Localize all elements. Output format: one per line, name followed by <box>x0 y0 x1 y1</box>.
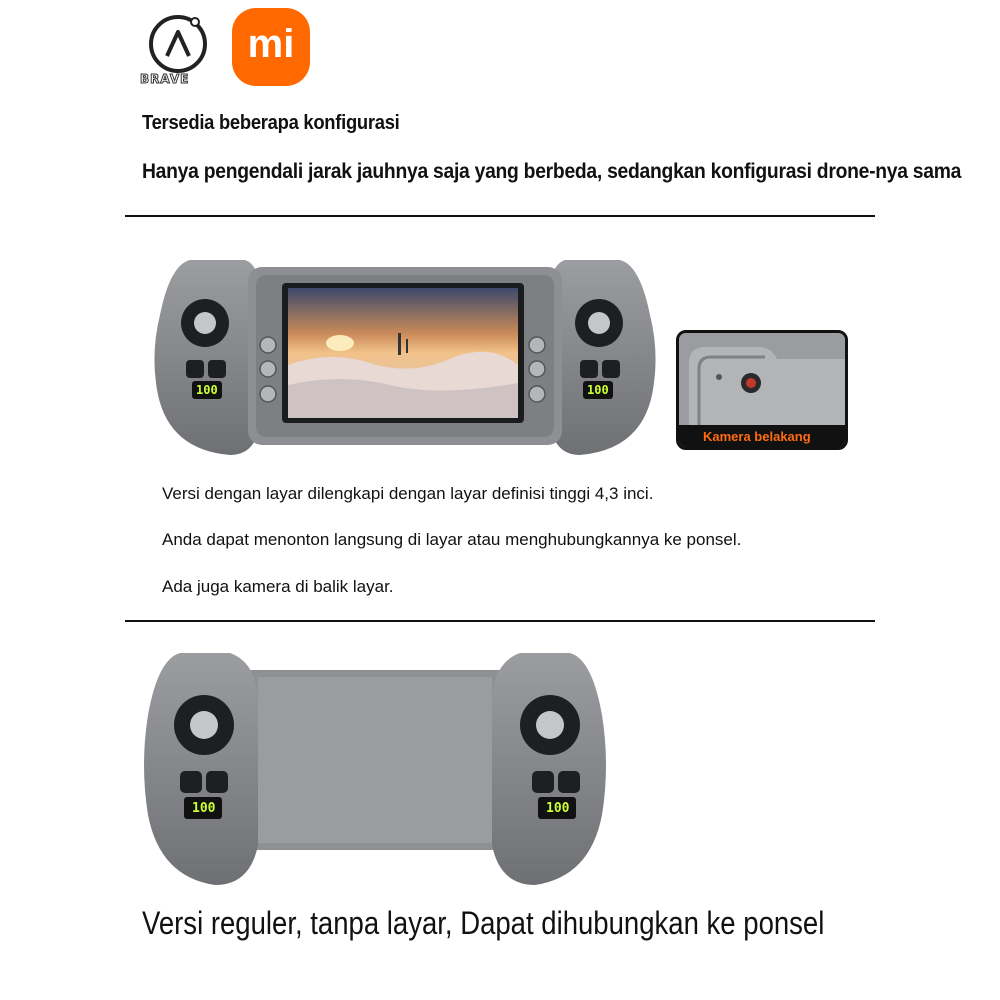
screen-left-lcd: 100 <box>196 383 218 397</box>
brave-emblem-icon <box>140 10 220 80</box>
brave-logo <box>140 10 220 90</box>
regular-controller-image <box>140 645 610 890</box>
camera-label-bar <box>679 425 848 450</box>
rear-camera-inset <box>676 330 848 450</box>
regular-caption: Versi reguler, tanpa layar, Dapat dihubungkan ke ponsel <box>142 905 825 941</box>
screen-controller-image <box>150 255 660 460</box>
intro-line-1: Tersedia beberapa konfigurasi <box>142 112 400 134</box>
regular-right-lcd: 100 <box>546 801 570 816</box>
mi-logo <box>232 8 310 86</box>
brave-label: BRAVE <box>140 72 190 86</box>
intro-line-2: Hanya pengendali jarak jauhnya saja yang berbeda, sedangkan konfigurasi drone-nya sama <box>142 160 962 183</box>
screen-description-2: Anda dapat menonton langsung di layar atau menghubungkannya ke ponsel. <box>162 530 742 549</box>
divider-bottom <box>125 620 875 622</box>
screen-description-1: Versi dengan layar dilengkapi dengan layar definisi tinggi 4,3 inci. <box>162 484 654 503</box>
screen-description-3: Ada juga kamera di balik layar. <box>162 577 394 596</box>
regular-left-lcd: 100 <box>192 801 216 816</box>
mi-label: mi <box>247 22 295 66</box>
screen-right-lcd: 100 <box>587 383 609 397</box>
rear-camera-icon <box>679 333 848 427</box>
camera-label: Kamera belakang <box>703 429 811 444</box>
divider-top <box>125 215 875 217</box>
